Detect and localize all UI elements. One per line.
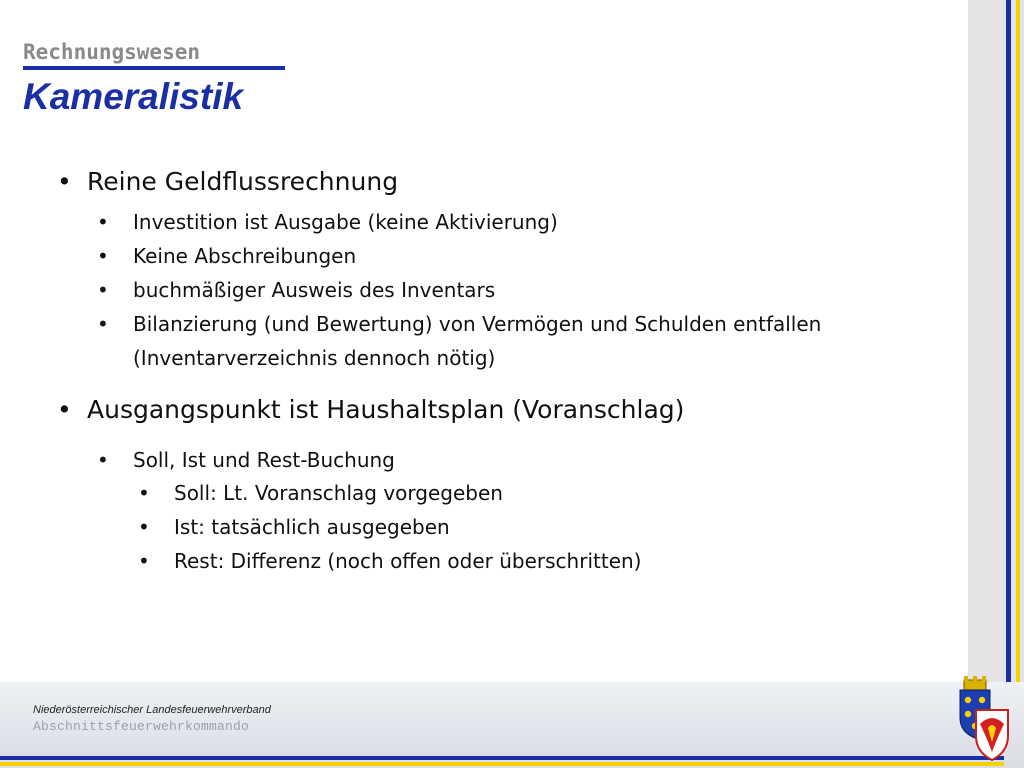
right-yellow-stripe (1016, 0, 1020, 768)
sub-bullet-continuation (133, 341, 495, 375)
footer-logos (950, 676, 1014, 768)
sub-bullet-item (97, 443, 395, 477)
bullet-text: Bilanzierung (und Bewertung) von Vermögen und Schulden entfallen (133, 312, 822, 336)
bullet-text: Soll, Ist und Rest-Buchung (133, 448, 395, 472)
bullet-text: buchmäßiger Ausweis des Inventars (133, 278, 496, 302)
bullet-text: Ausgangspunkt ist Haushaltsplan (Voranschlag) (87, 395, 685, 424)
bullet-dot-icon: • (97, 244, 109, 268)
bullet-text: Ist: tatsächlich ausgegeben (174, 515, 450, 539)
bullet-text: Soll: Lt. Voranschlag vorgegeben (174, 481, 503, 505)
bullet-text: Investition ist Ausgabe (keine Aktivierung) (133, 210, 558, 234)
bullet-text: Keine Abschreibungen (133, 244, 357, 268)
footer-blue-line (0, 756, 1004, 760)
sub-bullet-item (97, 273, 496, 307)
bullet-dot-icon: • (97, 312, 109, 336)
fire-brigade-emblem-icon (972, 706, 1012, 762)
bullet-text: Rest: Differenz (noch offen oder überschritten) (174, 549, 642, 573)
bullet-dot-icon: • (138, 549, 150, 573)
sub-bullet-item (97, 307, 822, 341)
sub-bullet-item (97, 205, 558, 239)
subsub-bullet-item (138, 515, 450, 539)
section-title-underline (23, 66, 285, 70)
bullet-text: (Inventarverzeichnis dennoch nötig) (133, 346, 496, 370)
bullet-dot-icon: • (57, 167, 72, 196)
subsub-bullet-item (138, 549, 642, 573)
bullet-dot-icon: • (57, 395, 72, 424)
bullet-dot-icon: • (97, 278, 109, 302)
footer-organization: Niederösterreichischer Landesfeuerwehrverband (33, 704, 271, 716)
bullet-dot-icon: • (138, 515, 150, 539)
bullet-text: Reine Geldflussrechnung (87, 167, 399, 196)
right-blue-stripe (1006, 0, 1011, 768)
subsub-bullet-item (138, 481, 503, 505)
sub-bullet-item (97, 239, 357, 273)
slide-title: Kameralistik (23, 76, 244, 117)
section-title: Rechnungswesen (23, 40, 201, 64)
bullet-item (57, 395, 685, 424)
footer-yellow-line (0, 762, 1004, 766)
bullet-dot-icon: • (97, 448, 109, 472)
footer-unit: Abschnittsfeuerwehrkommando (33, 719, 250, 734)
bullet-item (57, 167, 399, 196)
bullet-dot-icon: • (97, 210, 109, 234)
bullet-dot-icon: • (138, 481, 150, 505)
